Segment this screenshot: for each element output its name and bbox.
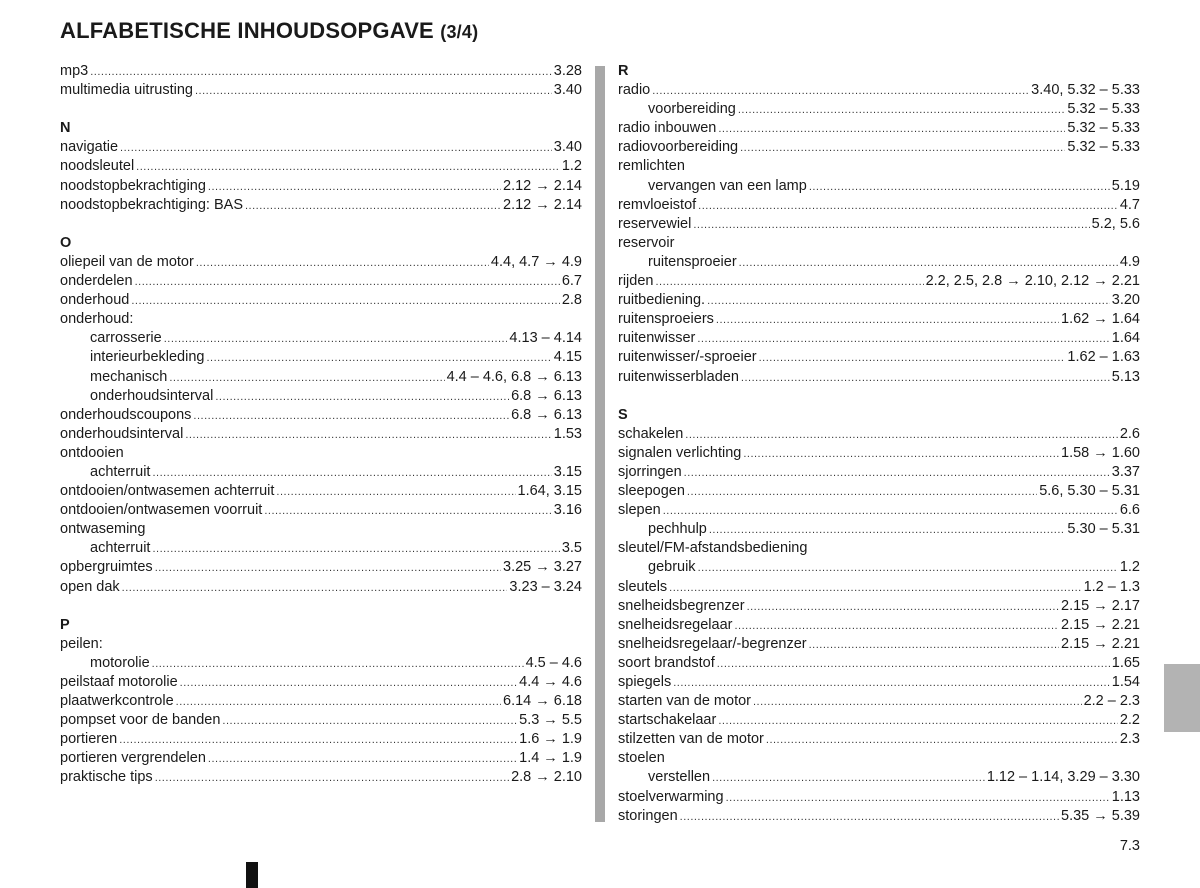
index-term: vervangen van een lamp [648,177,807,194]
index-term: ruitbediening. [618,292,706,309]
dot-leader [222,712,517,731]
dot-leader [759,349,1066,368]
page-reference: 5.2, 5.6 [1091,215,1140,232]
index-subentry [60,368,582,387]
index-heading [60,635,582,654]
dot-leader [747,598,1059,617]
index-term: snelheidsregelaar/-begrenzer [618,635,807,652]
index-entry [618,807,1140,826]
page-reference: 1.6 → 1.9 [519,731,582,748]
dot-leader [709,521,1066,540]
index-entry [618,368,1140,387]
page-reference: 2.12 → 2.14 [503,177,582,194]
page-reference: 2.2 [1119,712,1140,729]
dot-leader [663,502,1118,521]
dot-leader [152,540,559,559]
page-reference: 6.7 [561,273,582,290]
index-entry [60,768,582,787]
index-term: snelheidsbegrenzer [618,597,745,614]
page-title [60,18,478,44]
page-reference: 1.4 → 1.9 [519,750,582,767]
index-heading [618,539,1140,558]
page-reference: 5.32 – 5.33 [1067,139,1140,156]
dot-leader [193,407,509,426]
dot-leader [726,789,1110,808]
page-reference: 1.62 – 1.63 [1067,349,1140,366]
index-term: onderhoudscoupons [60,406,192,423]
index-term: radiovoorbereiding [618,139,739,156]
dot-leader [809,178,1110,197]
index-term: noodstopbekrachtiging: BAS [60,196,243,213]
page-reference: 1.2 [561,158,582,175]
dot-leader [155,559,501,578]
page-reference: 1.53 [553,425,582,442]
dot-leader [697,330,1109,349]
index-entry [618,291,1140,310]
dot-leader [245,197,501,216]
index-subentry [60,463,582,482]
index-term: stoelen [618,750,665,767]
index-term: oliepeil van de motor [60,253,194,270]
index-heading [618,157,1140,176]
page-reference: 3.20 [1111,292,1140,309]
page-number: 7.3 [1119,838,1140,854]
page-reference: 1.2 – 1.3 [1083,578,1140,595]
index-term: peilen: [60,635,103,652]
index-subentry [618,177,1140,196]
index-entry [618,730,1140,749]
index-entry [618,482,1140,501]
section-letter: S [618,406,628,423]
index-entry [618,138,1140,157]
dot-leader [176,693,501,712]
index-term: startschakelaar [618,712,717,729]
index-entry [618,578,1140,597]
page-reference: 4.15 [553,349,582,366]
index-heading [618,749,1140,768]
index-subentry [60,539,582,558]
page-reference: 3.15 [553,463,582,480]
index-term: portieren [60,731,118,748]
index-term: sleutels [618,578,668,595]
index-entry [60,692,582,711]
dot-leader [687,483,1037,502]
dot-leader [652,82,1029,101]
page-reference: 3.40, 5.32 – 5.33 [1031,82,1140,99]
index-heading [618,234,1140,253]
index-entry [60,501,582,520]
print-crop-mark [246,862,258,888]
dot-leader [169,369,444,388]
index-term: remvloeistof [618,196,697,213]
page-reference: 2.15 → 2.21 [1061,616,1140,633]
index-term: reservewiel [618,215,692,232]
page-reference: 2.3 [1119,731,1140,748]
page-title-text: ALFABETISCHE INHOUDSOPGAVE [60,18,434,43]
index-entry [60,177,582,196]
page-reference: 2.2, 2.5, 2.8 → 2.10, 2.12 → 2.21 [925,273,1140,290]
index-term: ontwaseming [60,521,146,538]
index-term: achterruit [90,463,151,480]
index-term: mechanisch [90,368,168,385]
index-term: onderdelen [60,273,133,290]
index-entry [60,138,582,157]
index-term: radio inbouwen [618,120,717,137]
dot-leader [753,693,1082,712]
index-term: starten van de motor [618,693,751,710]
index-term: peilstaaf motorolie [60,674,178,690]
dot-leader [734,617,1059,636]
index-term: slepen [618,502,661,519]
dot-leader [185,426,551,445]
dot-leader [131,292,559,311]
index-term: sleepogen [618,483,685,500]
dot-leader [685,426,1118,445]
section-spacer [60,215,582,234]
index-entry [60,62,582,81]
page-reference: 1.62 → 1.64 [1061,311,1140,328]
dot-leader [152,655,524,674]
index-entry [618,654,1140,673]
page-part-indicator: (3/4) [440,22,479,42]
index-entry [618,272,1140,291]
index-term: verstellen [648,769,711,786]
index-entry [60,749,582,768]
index-heading [60,520,582,539]
index-term: interieurbekleding [90,349,205,366]
index-term: onderhoud: [60,311,134,328]
index-term: portieren vergrendelen [60,750,206,767]
section-spacer [60,100,582,119]
index-term: ruitenwisserbladen [618,368,739,385]
page-reference: 6.8 → 6.13 [511,406,582,423]
index-entry [60,482,582,501]
index-entry [618,215,1140,234]
index-entry [618,119,1140,138]
index-term: carrosserie [90,330,162,347]
page-reference: 1.65 [1111,654,1140,671]
dot-leader [673,674,1110,693]
index-entry [618,711,1140,730]
index-entry [60,425,582,444]
dot-leader [208,178,501,197]
dot-leader [206,349,551,368]
page-reference: 1.13 [1111,788,1140,805]
index-term: snelheidsregelaar [618,616,733,633]
page-reference: 1.12 – 1.14, 3.29 – 3.30 [986,769,1140,786]
index-subentry [618,520,1140,539]
index-entry [618,329,1140,348]
page-reference: 4.4 → 4.6 [519,674,582,690]
index-entry [618,673,1140,692]
index-entry [60,291,582,310]
index-term: radio [618,82,651,99]
index-subentry [618,100,1140,119]
index-term: mp3 [60,63,89,79]
index-entry [618,444,1140,463]
dot-leader [180,674,517,693]
page-reference: 5.30 – 5.31 [1067,521,1140,538]
index-entry [60,711,582,730]
index-term: sjorringen [618,463,682,480]
page-reference: 4.5 – 4.6 [525,654,582,671]
dot-leader [215,388,509,407]
index-entry [60,81,582,100]
index-heading [60,444,582,463]
page-reference: 4.13 – 4.14 [509,330,582,347]
index-entry [60,253,582,272]
section-letter: O [60,234,72,251]
index-entry [60,673,582,692]
index-term: stilzetten van de motor [618,731,764,748]
page-reference: 2.8 [561,292,582,309]
section-letter: R [618,63,629,79]
index-entry [618,616,1140,635]
dot-leader [120,139,552,158]
index-subentry [60,387,582,406]
section-spacer [60,597,582,616]
page-reference: 5.3 → 5.5 [519,712,582,729]
index-entry [60,406,582,425]
page-reference: 3.23 – 3.24 [509,578,582,595]
dot-leader [669,579,1081,598]
index-term: sleutel/FM-afstandsbediening [618,540,808,557]
index-term: pompset voor de banden [60,712,221,729]
dot-leader [196,254,489,273]
dot-leader [684,464,1110,483]
page-reference: 2.12 → 2.14 [503,196,582,213]
page-reference: 5.13 [1111,368,1140,385]
page-reference: 4.4, 4.7 → 4.9 [490,253,582,270]
dot-leader [164,330,508,349]
dot-leader [195,82,552,101]
section-letter: N [60,120,71,137]
index-heading [60,310,582,329]
dot-leader [152,464,551,483]
index-term: remlichten [618,158,685,175]
index-term: achterruit [90,540,151,557]
dot-leader [135,273,560,292]
index-term: rijden [618,273,654,290]
dot-leader [743,445,1059,464]
index-subentry [618,558,1140,577]
index-subentry [618,768,1140,787]
dot-leader [738,101,1066,120]
index-term: ruitensproeier [648,253,737,270]
index-term: noodstopbekrachtiging [60,177,206,194]
page-reference: 1.2 [1119,559,1140,576]
index-term: pechhulp [648,521,707,538]
page-reference: 5.6, 5.30 – 5.31 [1039,483,1140,500]
dot-leader [712,769,985,788]
dot-leader [90,63,552,82]
index-subentry [60,348,582,367]
dot-leader [739,254,1118,273]
index-term: ontdooien/ontwasemen achterruit [60,483,275,500]
dot-leader [122,579,508,598]
index-term: navigatie [60,139,119,156]
page-reference: 3.5 [561,540,582,557]
index-term: opbergruimtes [60,559,153,576]
index-subentry [60,329,582,348]
dot-leader [741,369,1110,388]
page-reference: 6.14 → 6.18 [503,693,582,710]
index-term: onderhoud [60,292,130,309]
page-reference: 5.35 → 5.39 [1061,807,1140,824]
dot-leader [276,483,515,502]
index-subentry [618,253,1140,272]
dot-leader [740,139,1065,158]
dot-leader [119,731,517,750]
page-reference: 1.58 → 1.60 [1061,444,1140,461]
index-entry [618,196,1140,215]
index-entry [618,788,1140,807]
dot-leader [718,120,1065,139]
dot-leader [809,636,1059,655]
index-term: soort brandstof [618,654,715,671]
index-term: ruitenwisser/-sproeier [618,349,757,366]
dot-leader [208,750,517,769]
page-reference: 1.54 [1111,674,1140,690]
page-reference: 2.15 → 2.21 [1061,635,1140,652]
page-reference: 4.9 [1119,253,1140,270]
section-letter: P [60,616,70,633]
index-entry [618,501,1140,520]
index-entry [618,597,1140,616]
dot-leader [693,216,1089,235]
page-reference: 1.64, 3.15 [517,483,582,500]
index-term: motorolie [90,654,150,671]
index-term: plaatwerkcontrole [60,693,174,710]
index-term: storingen [618,807,678,824]
dot-leader [155,769,509,788]
index-term: noodsleutel [60,158,135,175]
index-term: voorbereiding [648,101,736,118]
index-entry [60,196,582,215]
index-term: multimedia uitrusting [60,82,193,99]
page-reference: 3.40 [553,82,582,99]
index-term: ruitenwisser [618,330,696,347]
dot-leader [717,655,1110,674]
index-entry [618,425,1140,444]
page-reference: 2.6 [1119,425,1140,442]
page-reference: 2.15 → 2.17 [1061,597,1140,614]
dot-leader [698,197,1118,216]
index-entry [618,81,1140,100]
dot-leader [707,292,1110,311]
index-term: spiegels [618,674,672,690]
index-term: ontdooien/ontwasemen voorruit [60,502,263,519]
page-reference: 1.64 [1111,330,1140,347]
dot-leader [716,311,1059,330]
page-reference: 5.32 – 5.33 [1067,120,1140,137]
index-entry [618,310,1140,329]
page-reference: 3.25 → 3.27 [503,559,582,576]
page-reference: 4.4 – 4.6, 6.8 → 6.13 [446,368,582,385]
dot-leader [766,731,1118,750]
index-entry [618,635,1140,654]
index-entry [60,730,582,749]
page-reference: 2.2 – 2.3 [1083,693,1140,710]
index-column-left [60,62,582,788]
index-entry [60,272,582,291]
index-term: open dak [60,578,120,595]
index-term: reservoir [618,234,675,251]
index-entry [60,558,582,577]
dot-leader [136,158,560,177]
page-reference: 3.28 [553,63,582,79]
index-entry [60,157,582,176]
dot-leader [698,559,1118,578]
index-term: onderhoudsinterval [60,425,184,442]
page-reference: 3.40 [553,139,582,156]
index-term: ontdooien [60,444,124,461]
index-entry [618,463,1140,482]
page-reference: 3.16 [553,502,582,519]
page-reference: 5.32 – 5.33 [1067,101,1140,118]
page-reference: 3.37 [1111,463,1140,480]
page-reference: 6.6 [1119,502,1140,519]
index-term: praktische tips [60,769,153,786]
index-term: ruitensproeiers [618,311,714,328]
dot-leader [680,808,1059,827]
dot-leader [655,273,923,292]
index-column-right [618,62,1140,826]
section-spacer [618,387,1140,406]
section-thumb-tab [1164,664,1200,732]
index-entry [618,692,1140,711]
dot-leader [718,712,1118,731]
page-reference: 4.7 [1119,196,1140,213]
index-term: gebruik [648,559,696,576]
page-reference: 2.8 → 2.10 [511,769,582,786]
page-reference: 6.8 → 6.13 [511,387,582,404]
column-divider [595,66,605,822]
index-subentry [60,654,582,673]
index-entry [60,578,582,597]
dot-leader [264,502,551,521]
page-reference: 5.19 [1111,177,1140,194]
index-entry [618,348,1140,367]
index-term: schakelen [618,425,684,442]
index-term: signalen verlichting [618,444,742,461]
index-term: stoelverwarming [618,788,724,805]
index-term: onderhoudsinterval [90,387,214,404]
